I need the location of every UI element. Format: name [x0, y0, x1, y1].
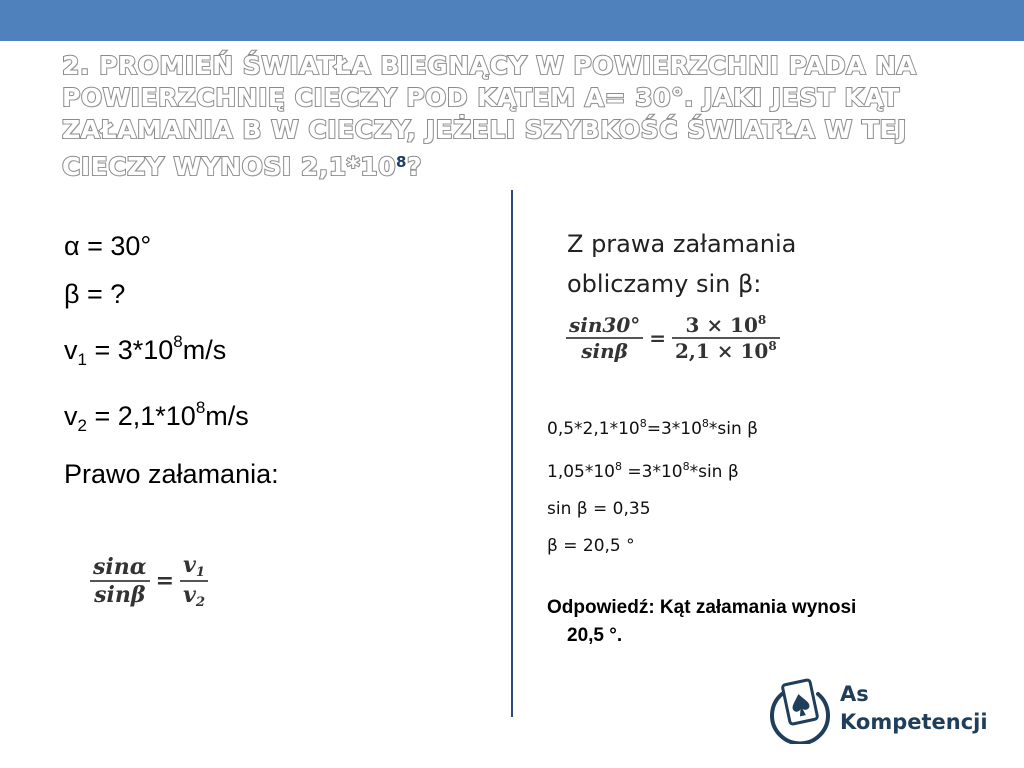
law-label: Prawo załamania:	[64, 459, 279, 489]
logo-line-1: As	[840, 682, 869, 706]
answer-text: Odpowiedź: Kąt załamania wynosi 20,5 °.	[547, 597, 857, 646]
alpha-value: α = 30°	[64, 231, 152, 261]
spade-card-icon	[768, 672, 832, 744]
calculation-steps	[547, 405, 758, 565]
logo-line-2: Kompetencji	[840, 710, 988, 734]
calc-step-1: $0,5*2,1*10^8=3*10^8*\sin$ β	[547, 417, 759, 439]
refraction-law-formula: $\frac{\sin\alpha}{\sin\beta}$ = $\frac{v_1}{v_2}$	[90, 552, 208, 610]
top-band	[0, 0, 1024, 41]
fraction-sin-values: $\frac{\sin 30^\circ}{\sin\beta}$	[566, 313, 643, 363]
substituted-formula: $\frac{\sin 30^\circ}{\sin\beta}$ = $\frac{3 \times 10^8}{2,1 \times 10^8}$	[566, 313, 780, 363]
calc-step-4: β = 20,5 °	[547, 536, 635, 556]
beta-value: β = ?	[64, 279, 126, 309]
calc-step-3: sin β = 0,35	[547, 499, 651, 519]
fraction-sin: $\frac{\sin\alpha}{\sin\beta}$	[90, 554, 150, 608]
given-values-list	[64, 222, 279, 498]
calc-step-2: $1,05*10^8 =3*10^8*\sin$ β	[547, 460, 739, 482]
fraction-velocity: $\frac{v_1}{v_2}$	[180, 552, 208, 610]
as-kompetencji-logo	[768, 668, 998, 748]
column-divider	[511, 190, 513, 717]
fraction-speed-values: $\frac{3 \times 10^8}{2,1 \times 10^8}$	[672, 313, 780, 363]
v2-value: $v_2 = 2,1*10^8m/s$	[64, 398, 249, 435]
slide-title: 2. PROMIEŃ ŚWIATŁA BIEGNĄCY W POWIERZCHNI PADA NA POWIERZCHNIĘ CIECZY POD KĄTEM Α= 30°. JAKI JEST KĄT ZAŁAMANIA Β W CIECZY, JEŻELI SZYBKOŚĆ ŚWIATŁA W TEJ CIECZY WYNOSI $2,1*10^8$?	[62, 51, 917, 181]
v1-value: $v_1 = 3*10^8m/s$	[64, 332, 227, 369]
right-intro-text: Z prawa załamania obliczamy sin β:	[567, 230, 797, 298]
